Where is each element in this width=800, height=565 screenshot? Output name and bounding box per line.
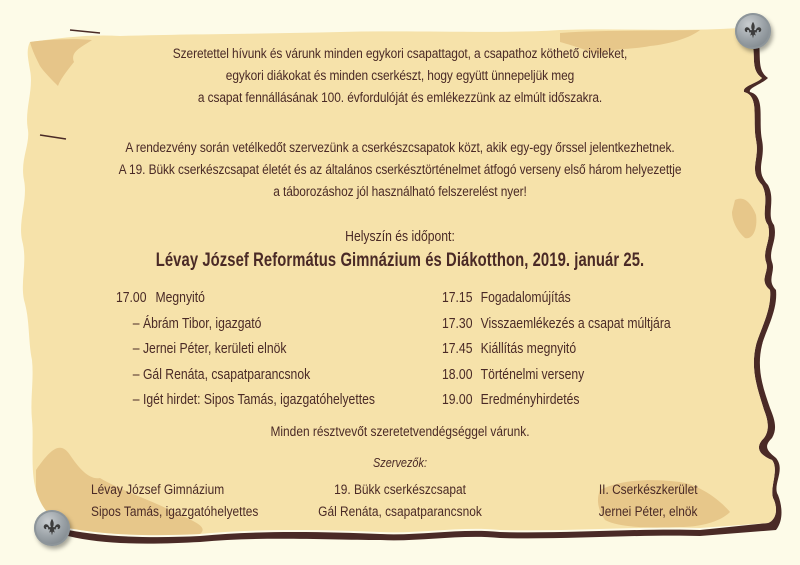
- speaker-item: [116, 312, 375, 338]
- schedule-item: [116, 286, 375, 312]
- intro-line: Szeretettel hívunk és várunk minden egykori csapattagot, a csapathoz köthető civileket,: [172, 46, 628, 62]
- intro-line: a csapat fennállásának 100. évfordulóját és emlékezzünk az elmúlt időszakra.: [197, 90, 603, 106]
- organizer-person: Gál Renáta, csapatparancsnok: [318, 504, 482, 520]
- schedule-event: Történelmi verseny: [480, 366, 585, 383]
- organizer: [274, 479, 526, 523]
- closing-note: Minden résztvevőt szeretetvendégséggel várunk.: [270, 424, 530, 440]
- speaker: – Igét hirdet: Sipos Tamás, igazgatóhelyettes: [132, 392, 375, 408]
- schedule-time: 17.30: [442, 315, 473, 332]
- organizer-name: 19. Bükk cserkészcsapat: [334, 482, 466, 498]
- location-title: Lévay József Református Gimnázium és Diákotthon, 2019. január 25.: [155, 250, 645, 271]
- schedule-event: Visszaemlékezés a csapat múltjára: [480, 315, 671, 332]
- organizer-person: Sipos Tamás, igazgatóhelyettes: [91, 504, 259, 520]
- speaker: – Jernei Péter, kerületi elnök: [132, 341, 287, 357]
- competition-line: A 19. Bükk cserkészcsapat életét és az általános cserkésztörténelmet átfogó verseny első három helyezettje: [118, 162, 682, 178]
- schedule-time: 19.00: [442, 392, 473, 408]
- schedule-item: [442, 363, 671, 389]
- schedule-time: 17.45: [442, 341, 473, 357]
- schedule-item: [442, 388, 671, 414]
- competition-paragraph: [64, 137, 736, 203]
- speaker-item: [116, 363, 375, 389]
- schedule-event: Megnyitó: [155, 290, 205, 306]
- location-label: Helyszín és időpont:: [345, 229, 455, 245]
- schedule-event: Kiállítás megnyitó: [480, 341, 577, 357]
- organizer-name: Lévay József Gimnázium: [91, 482, 225, 498]
- schedule-item: [442, 286, 671, 312]
- organizer-name: II. Cserkészkerület: [599, 482, 698, 498]
- schedule-event: Fogadalomújítás: [480, 290, 571, 306]
- speaker: – Gál Renáta, csapatparancsnok: [132, 366, 311, 383]
- schedule-time: 17.00: [116, 290, 147, 306]
- competition-line: a táborozáshoz jól használható felszerelést nyer!: [273, 184, 527, 200]
- schedule-time: 18.00: [442, 366, 473, 383]
- schedule-item: [442, 312, 671, 338]
- intro-paragraph: [64, 43, 736, 109]
- organizers-label: Szervezők:: [372, 455, 428, 470]
- schedule-item: [442, 337, 671, 363]
- speaker: – Ábrám Tibor, igazgató: [132, 315, 262, 332]
- schedule-right: [442, 286, 671, 414]
- intro-line: egykori diákokat és minden cserkészt, hogy együtt ünnepeljük meg: [225, 68, 575, 84]
- organizer: [91, 479, 258, 523]
- competition-line: A rendezvény során vetélkedőt szervezünk a cserkészcsapatok közt, akik egy-egy őrssel jelentkezhetnek.: [125, 140, 675, 156]
- schedule-left: [116, 286, 375, 414]
- organizer: [599, 479, 698, 523]
- organizer-person: Jernei Péter, elnök: [599, 504, 698, 520]
- speaker-item: [116, 337, 375, 363]
- speaker-item: [116, 388, 375, 414]
- schedule-event: Eredményhirdetés: [480, 392, 580, 408]
- schedule-time: 17.15: [442, 290, 473, 306]
